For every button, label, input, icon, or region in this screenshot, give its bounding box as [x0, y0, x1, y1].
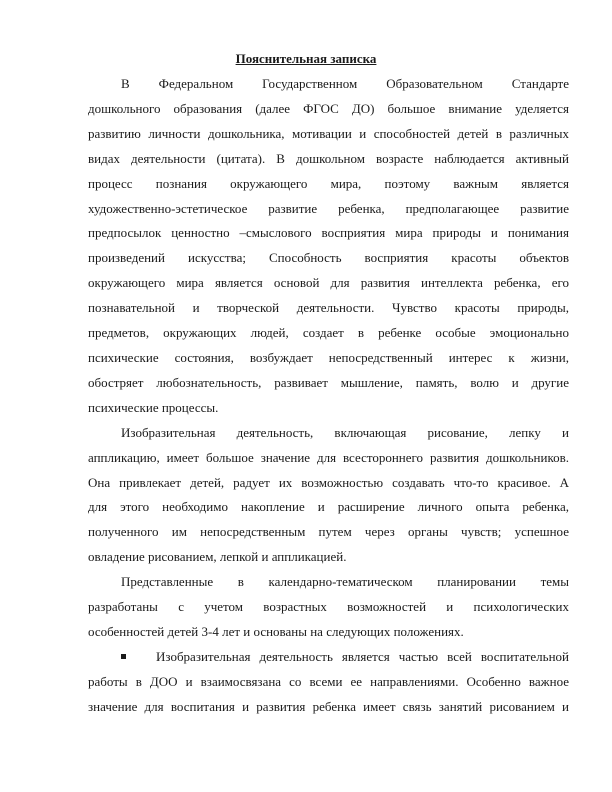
- text-line: художественно-эстетическое развитие ребенка, предполагающее развитие: [88, 200, 569, 216]
- bullet-text: Изобразительная деятельность является частью всей воспитательной: [156, 648, 569, 664]
- text-line: аппликацию, имеет большое значение для всестороннего развития дошкольников.: [88, 449, 569, 465]
- text-line: предпосылок ценностно –смыслового восприятия мира природы и понимания: [88, 225, 569, 241]
- text-line: обостряет любознательность, развивает мышление, память, волю и другие: [88, 374, 569, 390]
- text-line: [88, 645, 569, 670]
- text-line: полученного им непосредственным путем через органы чувств; успешное: [88, 524, 569, 540]
- text-line: видах деятельности (цитата). В дошкольном возрасте наблюдается активный: [88, 150, 569, 166]
- paragraph-intro: [88, 72, 569, 421]
- text-line: произведений искусства; Способность восприятия красоты объектов: [88, 250, 569, 266]
- text-line: дошкольного образования (далее ФГОС ДО) большое внимание уделяется: [88, 100, 569, 116]
- text-line: Изобразительная деятельность, включающая рисование, лепку и: [121, 424, 569, 440]
- paragraph-visual-activity: [88, 421, 569, 570]
- text-line: развитию личности дошкольника, мотивации и способностей детей в различных: [88, 125, 569, 141]
- text-line: овладение рисованием, лепкой и аппликацией.: [88, 549, 347, 565]
- text-line: процесс познания окружающего мира, поэтому важным является: [88, 175, 569, 191]
- text-line: работы в ДОО и взаимосвязана со всеми ее направлениями. Особенно важное: [88, 673, 569, 689]
- text-line: психические состояния, возбуждает непосредственный интерес к жизни,: [88, 349, 569, 365]
- paragraph-planning: [88, 570, 569, 645]
- text-line: познавательной и творческой деятельности. Чувство красоты природы,: [88, 300, 569, 316]
- document-body: [88, 72, 569, 720]
- text-line: В Федеральном Государственном Образовательном Стандарте: [121, 76, 569, 91]
- text-line: Она привлекает детей, радует их возможностью создавать что-то красивое. А: [88, 474, 569, 490]
- text-line: окружающего мира является основой для развития интеллекта ребенка, его: [88, 275, 569, 291]
- text-line: разработаны с учетом возрастных возможностей и психологических: [88, 599, 569, 615]
- text-line: особенностей детей 3-4 лет и основаны на следующих положениях.: [88, 623, 464, 639]
- text-line: психические процессы.: [88, 399, 219, 415]
- square-bullet-icon: [121, 654, 126, 659]
- text-line: для этого необходимо накопление и расширение личного опыта ребенка,: [88, 499, 569, 515]
- bullet-item: [88, 645, 569, 720]
- text-line: предметов, окружающих людей, создает в ребенке особые эмоционально: [88, 325, 569, 341]
- text-line: Представленные в календарно-тематическом планировании темы: [121, 574, 569, 590]
- document-title: Пояснительная записка: [235, 51, 377, 66]
- text-line: значение для воспитания и развития ребенка имеет связь занятий рисованием и: [88, 698, 569, 714]
